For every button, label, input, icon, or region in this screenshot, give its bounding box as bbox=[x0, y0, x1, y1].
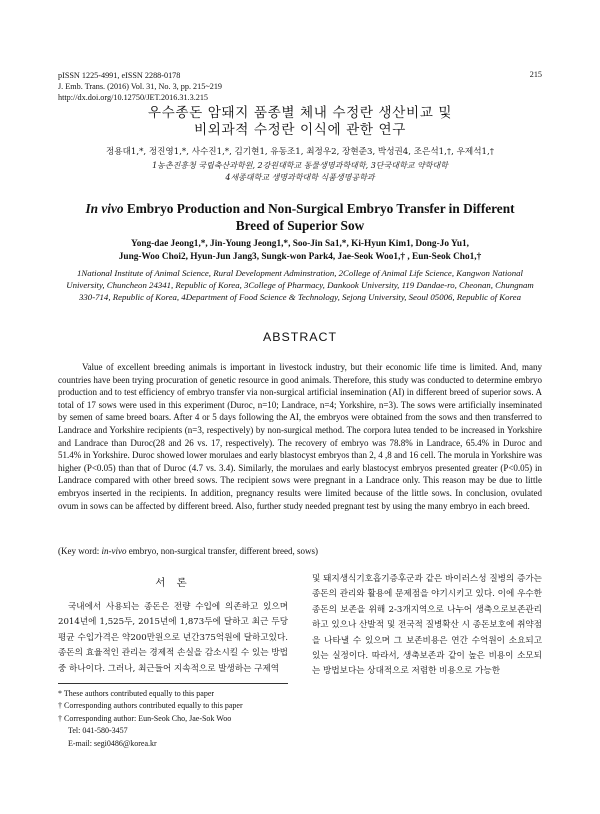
title-italic: In vivo bbox=[85, 201, 124, 216]
intro-heading: 서 론 bbox=[155, 577, 191, 589]
title-rest: Embryo Production and Non-Surgical Embryo Transfer in Different bbox=[123, 201, 515, 216]
intro-right-column bbox=[312, 572, 542, 680]
korean-title-line2: 비외과적 수정란 이식에 관한 연구 bbox=[194, 122, 406, 138]
korean-title-line1: 우수종돈 암돼지 품종별 체내 수정란 생산비교 및 bbox=[147, 105, 453, 121]
footnote-corresponding-author: † Corresponding author: Eun-Seok Cho, Jae-Sok Woo bbox=[58, 713, 232, 723]
journal-meta bbox=[58, 70, 222, 103]
english-title-line1 bbox=[0, 201, 600, 217]
korean-affiliation-line2: 4세종대학교 생명과학대학 식품생명공학과 bbox=[225, 173, 375, 182]
footnote-equal: * These authors contributed equally to this paper bbox=[58, 689, 215, 698]
english-title-line2: Breed of Superior Sow bbox=[235, 218, 365, 233]
abstract-body bbox=[58, 361, 542, 512]
abstract-heading: ABSTRACT bbox=[262, 330, 338, 344]
footnote-email[interactable]: E-mail: segi0486@korea.kr bbox=[68, 738, 157, 748]
footnote-corresponding-equal: † Corresponding authors contributed equally to this paper bbox=[58, 701, 243, 711]
keywords-label: (Key word: bbox=[58, 546, 102, 556]
intro-left-column bbox=[58, 600, 288, 677]
english-authors-line2: Jung-Woo Choi2, Hyun-Jun Jang3, Sungk-won Park4, Jae-Seok Woo1,† , Eun-Seok Cho1,† bbox=[118, 252, 482, 262]
journal-line: J. Emb. Trans. (2016) Vol. 31, No. 3, pp. 215~219 bbox=[58, 82, 223, 91]
footnote-rule bbox=[58, 683, 288, 684]
footnotes bbox=[58, 688, 298, 750]
korean-authors: 정용대1,*, 정진영1,*, 사수진1,*, 김기현1, 유동조1, 최정우2, 장현준3, 박성권4, 조은석1,†, 우제석1,† bbox=[105, 147, 495, 157]
keywords-italic: in-vivo bbox=[101, 546, 127, 556]
korean-affiliation-line1: 1농촌진흥청 국립축산과학원, 2강원대학교 동물생명과학대학, 3단국대학교 약학대학 bbox=[152, 161, 448, 170]
keywords-rest: embryo, non-surgical transfer, different breed, sows) bbox=[126, 546, 318, 556]
intro-right-paragraph: 및 돼지생식기호흡기증후군과 같은 바이러스성 질병의 증가는 종돈의 관리와 활용에 문제점을 야기시키고 있다. 이에 우수한 종돈의 보존을 위해 2-3개지역으로 나누어 생축으로보존관리하고 있으나 산발적 및 전국적 질병확산 시 종돈보호에 취약점을 나타낼 수 있으며 그 보존비용은 연간 수억원이 소요되고 있는 실정이다. 따라서, 생축보존과 같이 높은 비용이 소모되는 방법보다는 상대적으로 저렴한 비용으로 가능한 bbox=[312, 574, 542, 677]
english-affiliations: 1National Institute of Animal Science, Rural Development Adminstration, 2College of Animal Life Science, Kangwon National University, Chuncheon 24341, Republic of Korea, 3College of Pharmacy, Dankook University, 119 Dandae-ro, Cheonan, Chungnam 330-714, Republic of Korea, 4Department of Food Science & Technology, Sejong University, Seoul 05006, Republic of Korea bbox=[66, 268, 534, 302]
issn-line: pISSN 1225-4991, eISSN 2288-0178 bbox=[58, 71, 181, 80]
abstract-paragraph: Value of excellent breeding animals is important in livestock industry, but their economic life time is limited. And, many countries have been trying procuration of genetic resource in good animals. Therefore, this study was conducted to determine embryo production and to test efficiency of embryo transfer via non-surgical artificial insemination (AI) in different breed of superior sows. A total of 17 sows were used in this experiment (Duroc, n=10; Landrace, n=4; Yorkshire, n=3). The sows were artificially inseminated by semen of same breed boars. After 4 or 5 days following the AI, the embryos were obtained from the sows and then transferred to Landrace and Yorkshire recipients (n=3, respectively) by non-surgical method. The corpora lutea tended to be increased in Yorkshire and Landrace than Duroc(28 and 26 vs. 17, respectively). The recovery of embryo was 78.8% in Landrace, 65.4% in Duroc and 51.4% in Yorkshire. Duroc showed lower morulaes and early blastocyst embryos than 2, 4 ,8 and 16 cell. The morula in Yorkshire was higher (P<0.05) than that of Duroc (4.7 vs. 3.4). Similarly, the morulaes and early blastocyst embryos presented greater (P<0.05) in Landrace compared with other breed sows. The recipient sows were pregnant in a Landrace only. This reason may be due to little embryos inserted in the recipients. In addition, pregnancy results were limited because of the little sows. In conclusion, ovulated ovum in sows can be affected by different breed. Also, further study needed pregnant test by using the many embryo in each breed. bbox=[58, 362, 543, 511]
intro-left-paragraph: 국내에서 사용되는 종돈은 전량 수입에 의존하고 있으며 2014년에 1,525두, 2015년에 1,873두에 달하고 최근 두당 평균 수입가격은 약200만원으로 년간375억원에 달하고있다. 종돈의 효율적인 관리는 경제적 손실을 감소시킬 수 있는 방법 중 하나이다. 그러나, 최근들어 지속적으로 발생하는 구제역 bbox=[58, 602, 288, 674]
english-authors-line1: Yong-dae Jeong1,*, Jin-Young Jeong1,*, Soo-Jin Sa1,*, Ki-Hyun Kim1, Dong-Jo Yu1, bbox=[131, 239, 469, 249]
page-number: 215 bbox=[529, 70, 542, 79]
footnote-tel: Tel: 041-580-3457 bbox=[68, 726, 128, 736]
keywords bbox=[58, 546, 318, 556]
doi-line[interactable]: http://dx.doi.org/10.12750/JET.2016.31.3.215 bbox=[58, 93, 209, 102]
